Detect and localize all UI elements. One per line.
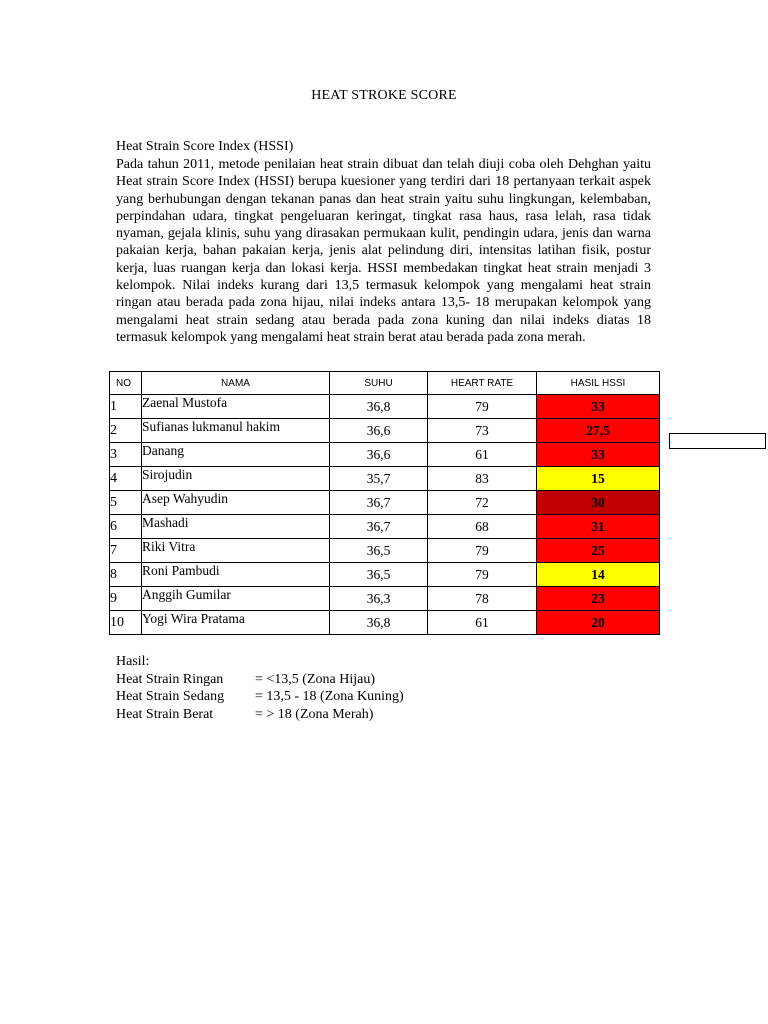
table-header-row bbox=[110, 372, 660, 395]
table-row bbox=[110, 467, 660, 491]
table-row bbox=[110, 515, 660, 539]
cell-hasil-hssi: 31 bbox=[537, 515, 660, 539]
cell-hasil-hssi: 30 bbox=[537, 491, 660, 515]
cell-suhu: 36,5 bbox=[330, 563, 428, 587]
hssi-table bbox=[109, 371, 660, 635]
cell-heart-rate: 79 bbox=[428, 539, 537, 563]
cell-hasil-hssi: 27,5 bbox=[537, 419, 660, 443]
cell-no: 3 bbox=[110, 443, 142, 467]
cell-nama: Anggih Gumilar bbox=[142, 587, 330, 611]
cell-hasil-hssi: 33 bbox=[537, 443, 660, 467]
cell-heart-rate: 79 bbox=[428, 563, 537, 587]
legend-value-ringan: = <13,5 (Zona Hijau) bbox=[255, 671, 375, 687]
cell-suhu: 36,3 bbox=[330, 587, 428, 611]
cell-nama: Yogi Wira Pratama bbox=[142, 611, 330, 635]
cell-heart-rate: 72 bbox=[428, 491, 537, 515]
legend-heading: Hasil: bbox=[116, 654, 150, 669]
cell-no: 9 bbox=[110, 587, 142, 611]
legend-value-sedang: = 13,5 - 18 (Zona Kuning) bbox=[255, 689, 404, 704]
table-row bbox=[110, 563, 660, 587]
cell-suhu: 36,5 bbox=[330, 539, 428, 563]
cell-hasil-hssi: 33 bbox=[537, 395, 660, 419]
cell-no: 7 bbox=[110, 539, 142, 563]
section-subtitle: Heat Strain Score Index (HSSI) bbox=[116, 139, 294, 154]
cell-suhu: 35,7 bbox=[330, 467, 428, 491]
table-row bbox=[110, 587, 660, 611]
table-row bbox=[110, 443, 660, 467]
cell-no: 8 bbox=[110, 563, 142, 587]
table-row bbox=[110, 491, 660, 515]
cell-hasil-hssi: 15 bbox=[537, 467, 660, 491]
table-row bbox=[110, 419, 660, 443]
cell-suhu: 36,8 bbox=[330, 395, 428, 419]
header-nama: NAMA bbox=[142, 372, 330, 395]
legend-row-sedang bbox=[116, 688, 404, 706]
cell-nama: Danang bbox=[142, 443, 330, 467]
cell-suhu: 36,7 bbox=[330, 491, 428, 515]
cell-suhu: 36,6 bbox=[330, 443, 428, 467]
cell-no: 10 bbox=[110, 611, 142, 635]
cell-nama: Riki Vitra bbox=[142, 539, 330, 563]
cell-heart-rate: 61 bbox=[428, 611, 537, 635]
cell-nama: Sufianas lukmanul hakim bbox=[142, 419, 330, 443]
empty-side-box bbox=[669, 433, 766, 449]
cell-no: 6 bbox=[110, 515, 142, 539]
intro-paragraph: Pada tahun 2011, metode penilaian heat strain dibuat dan telah diuji coba oleh Dehghan yaitu Heat strain Score Index (HSSI) berupa kuesioner yang terdiri dari 18 pertanyaan terkait aspek yang berhubungan dengan tekanan panas dan heat strain yaitu suhu lingkungan, kelembaban, perpindahan udara, tingkat pengeluaran keringat, tingkat rasa haus, rasa lelah, rasa tidak nyaman, gejala klinis, suhu yang dirasakan permukaan kulit, pendingin udara, jenis dan warna pakaian kerja, bahan pakaian kerja, jenis alat pelindung diri, intensitas latihan fisik, postur kerja, luas ruangan kerja dan lokasi kerja. HSSI membedakan tingkat heat strain menjadi 3 kelompok. Nilai indeks kurang dari 13,5 termasuk kelompok yang mengalami heat strain ringan atau berada pada zona hijau, nilai indeks antara 13,5- 18 merupakan kelompok yang mengalami heat strain sedang atau berada pada zona kuning dan nilai indeks diatas 18 termasuk kelompok yang mengalami heat strain berat atau berada pada zona merah. bbox=[116, 157, 651, 345]
cell-heart-rate: 61 bbox=[428, 443, 537, 467]
cell-hasil-hssi: 23 bbox=[537, 587, 660, 611]
table-row bbox=[110, 395, 660, 419]
cell-no: 1 bbox=[110, 395, 142, 419]
cell-heart-rate: 68 bbox=[428, 515, 537, 539]
legend-label-sedang: Heat Strain Sedang bbox=[116, 689, 225, 704]
legend-label-ringan: Heat Strain Ringan bbox=[116, 671, 224, 687]
cell-nama: Sirojudin bbox=[142, 467, 330, 491]
header-heart-rate: HEART RATE bbox=[428, 372, 537, 395]
cell-suhu: 36,8 bbox=[330, 611, 428, 635]
cell-no: 5 bbox=[110, 491, 142, 515]
table-body bbox=[110, 395, 660, 635]
cell-heart-rate: 78 bbox=[428, 587, 537, 611]
cell-hasil-hssi: 14 bbox=[537, 563, 660, 587]
header-hasil-hssi: HASIL HSSI bbox=[537, 372, 660, 395]
cell-hasil-hssi: 25 bbox=[537, 539, 660, 563]
cell-heart-rate: 83 bbox=[428, 467, 537, 491]
cell-nama: Asep Wahyudin bbox=[142, 491, 330, 515]
page-title: HEAT STROKE SCORE bbox=[311, 88, 457, 103]
legend-label-berat: Heat Strain Berat bbox=[116, 706, 214, 722]
legend-row-berat bbox=[116, 706, 404, 724]
result-legend bbox=[116, 653, 404, 723]
cell-heart-rate: 79 bbox=[428, 395, 537, 419]
cell-heart-rate: 73 bbox=[428, 419, 537, 443]
table-row bbox=[110, 611, 660, 635]
cell-no: 4 bbox=[110, 467, 142, 491]
table-row bbox=[110, 539, 660, 563]
cell-nama: Roni Pambudi bbox=[142, 563, 330, 587]
header-suhu: SUHU bbox=[330, 372, 428, 395]
cell-hasil-hssi: 20 bbox=[537, 611, 660, 635]
legend-row-ringan bbox=[116, 671, 404, 689]
cell-suhu: 36,7 bbox=[330, 515, 428, 539]
cell-suhu: 36,6 bbox=[330, 419, 428, 443]
cell-nama: Mashadi bbox=[142, 515, 330, 539]
cell-nama: Zaenal Mustofa bbox=[142, 395, 330, 419]
cell-no: 2 bbox=[110, 419, 142, 443]
header-no: NO bbox=[110, 372, 142, 395]
legend-value-berat: = > 18 (Zona Merah) bbox=[255, 706, 374, 722]
